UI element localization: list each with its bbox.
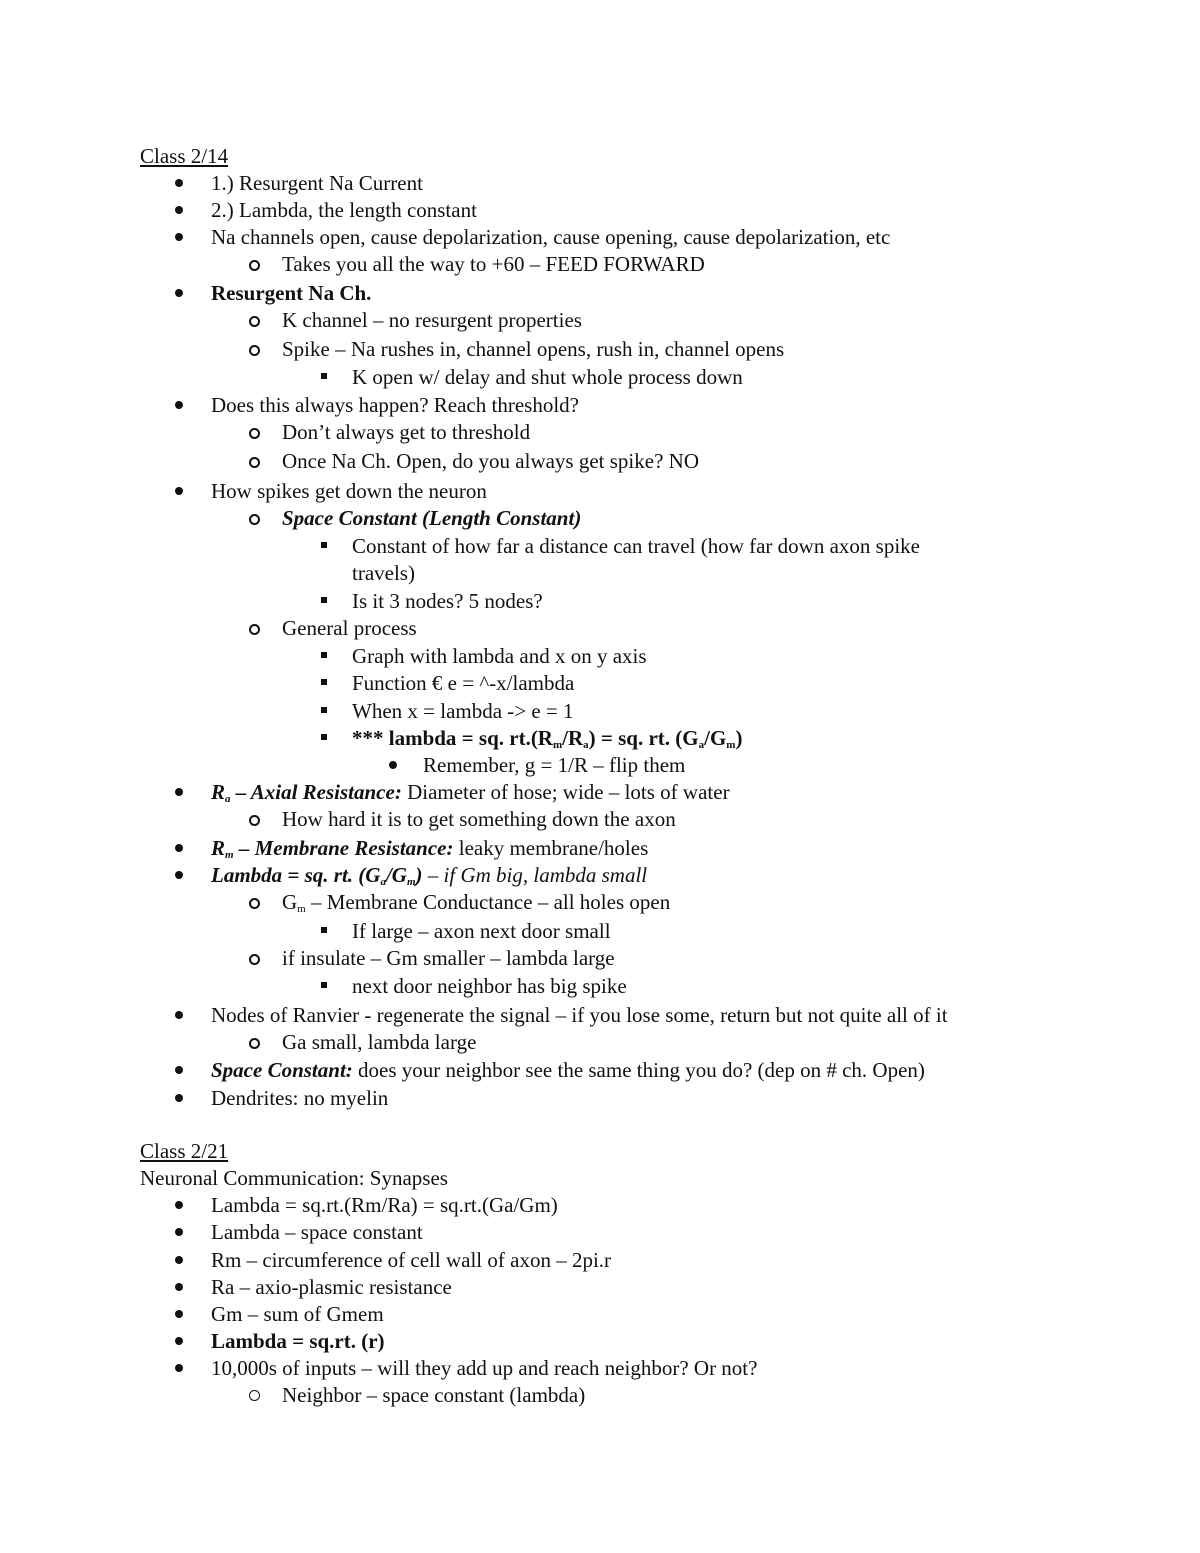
list-item: When x = lambda -> e = 1 (352, 699, 574, 723)
bullet-icon (175, 1283, 183, 1291)
hollow-bullet-icon (249, 898, 260, 909)
hollow-bullet-icon (249, 457, 260, 468)
bullet-icon (389, 761, 397, 769)
list-item: General process (282, 616, 417, 640)
list-item: Resurgent Na Ch. (211, 281, 372, 305)
list-item: Na channels open, cause depolarization, cause opening, cause depolarization, etc (211, 225, 891, 249)
square-bullet-icon (321, 707, 327, 713)
bullet-icon (175, 289, 183, 297)
hollow-bullet-icon (249, 428, 260, 439)
bullet-icon (175, 179, 183, 187)
list-item: Is it 3 nodes? 5 nodes? (352, 589, 543, 613)
bullet-icon (175, 1337, 183, 1345)
list-item: next door neighbor has big spike (352, 974, 627, 998)
list-item: Nodes of Ranvier - regenerate the signal – if you lose some, return but not quite all of it (211, 1003, 948, 1027)
list-item: Lambda = sq.rt. (r) (211, 1329, 385, 1353)
list-item: Gm – sum of Gmem (211, 1302, 384, 1326)
square-bullet-icon (321, 373, 327, 379)
bullet-icon (175, 1201, 183, 1209)
list-item: $R_m$ – Membrane Resistance: leaky membrane/holes (211, 836, 649, 861)
list-item: If large – axon next door small (352, 919, 611, 943)
list-item: Ga small, lambda large (282, 1030, 477, 1054)
hollow-bullet-icon (249, 514, 260, 525)
hollow-bullet-icon (249, 954, 260, 965)
hollow-bullet-icon (249, 1038, 260, 1049)
square-bullet-icon (321, 927, 327, 933)
list-item: 10,000s of inputs – will they add up and reach neighbor? Or not? (211, 1356, 758, 1380)
bullet-icon (175, 788, 183, 796)
list-item: if insulate – Gm smaller – lambda large (282, 946, 615, 970)
bullet-icon (175, 1310, 183, 1318)
list-item: Space Constant: does your neighbor see the same thing you do? (dep on # ch. Open) (211, 1058, 925, 1082)
list-item: How spikes get down the neuron (211, 479, 487, 503)
square-bullet-icon (321, 679, 327, 685)
bullet-icon (175, 844, 183, 852)
bullet-icon (175, 1011, 183, 1019)
list-item: $R_a$ – Axial Resistance: Diameter of hose; wide – lots of water (211, 780, 730, 805)
bullet-icon (175, 871, 183, 879)
list-item: $G_m$ – Membrane Conductance – all holes open (282, 890, 671, 915)
hollow-bullet-icon (249, 624, 260, 635)
list-item-continuation: travels) (352, 561, 415, 585)
bullet-icon (175, 1066, 183, 1074)
list-item: Lambda = sq. rt. $(G_a/G_m)$ – if Gm big, lambda small (211, 863, 648, 888)
list-item: Lambda = sq.rt.(Rm/Ra) = sq.rt.(Ga/Gm) (211, 1193, 558, 1217)
list-item: Function € e = ^-x/lambda (352, 671, 575, 695)
list-item: 1.) Resurgent Na Current (211, 171, 423, 195)
hollow-bullet-icon (249, 1390, 260, 1401)
list-item: K open w/ delay and shut whole process down (352, 365, 743, 389)
hollow-bullet-icon (249, 345, 260, 356)
hollow-bullet-icon (249, 815, 260, 826)
square-bullet-icon (321, 542, 327, 548)
bullet-icon (175, 206, 183, 214)
list-item: Spike – Na rushes in, channel opens, rush in, channel opens (282, 337, 785, 361)
bullet-icon (175, 1364, 183, 1372)
bullet-icon (175, 401, 183, 409)
class-heading: Class 2/14 (140, 144, 229, 168)
list-item: Lambda – space constant (211, 1220, 423, 1244)
list-item: Neighbor – space constant (lambda) (282, 1383, 586, 1407)
list-item: Once Na Ch. Open, do you always get spike? NO (282, 449, 699, 473)
bullet-icon (175, 233, 183, 241)
class-heading: Class 2/21 (140, 1139, 229, 1163)
list-item: Does this always happen? Reach threshold? (211, 393, 579, 417)
bullet-icon (175, 1256, 183, 1264)
bullet-icon (175, 1228, 183, 1236)
list-item: Graph with lambda and x on y axis (352, 644, 647, 668)
list-item: K channel – no resurgent properties (282, 308, 582, 332)
list-item: 2.) Lambda, the length constant (211, 198, 477, 222)
list-item: Ra – axio-plasmic resistance (211, 1275, 452, 1299)
hollow-bullet-icon (249, 260, 260, 271)
list-item: Don’t always get to threshold (282, 420, 531, 444)
lambda-formula: *** lambda = sq. $rt.(R_m/R_a)$ = sq. rt. $(G_a/G_m)$ (352, 726, 743, 751)
square-bullet-icon (321, 652, 327, 658)
bullet-icon (175, 487, 183, 495)
list-item: Takes you all the way to +60 – FEED FORWARD (282, 252, 705, 276)
list-item: Dendrites: no myelin (211, 1086, 389, 1110)
square-bullet-icon (321, 982, 327, 988)
bullet-icon (175, 1094, 183, 1102)
hollow-bullet-icon (249, 316, 260, 327)
square-bullet-icon (321, 734, 327, 740)
list-item: How hard it is to get something down the axon (282, 807, 676, 831)
list-item: Rm – circumference of cell wall of axon – 2pi.r (211, 1248, 612, 1272)
square-bullet-icon (321, 597, 327, 603)
section-subtitle: Neuronal Communication: Synapses (140, 1166, 448, 1190)
list-item: Constant of how far a distance can travel (how far down axon spike (352, 534, 920, 558)
list-item: Space Constant (Length Constant) (282, 506, 582, 530)
list-item: Remember, g = 1/R – flip them (423, 753, 686, 777)
